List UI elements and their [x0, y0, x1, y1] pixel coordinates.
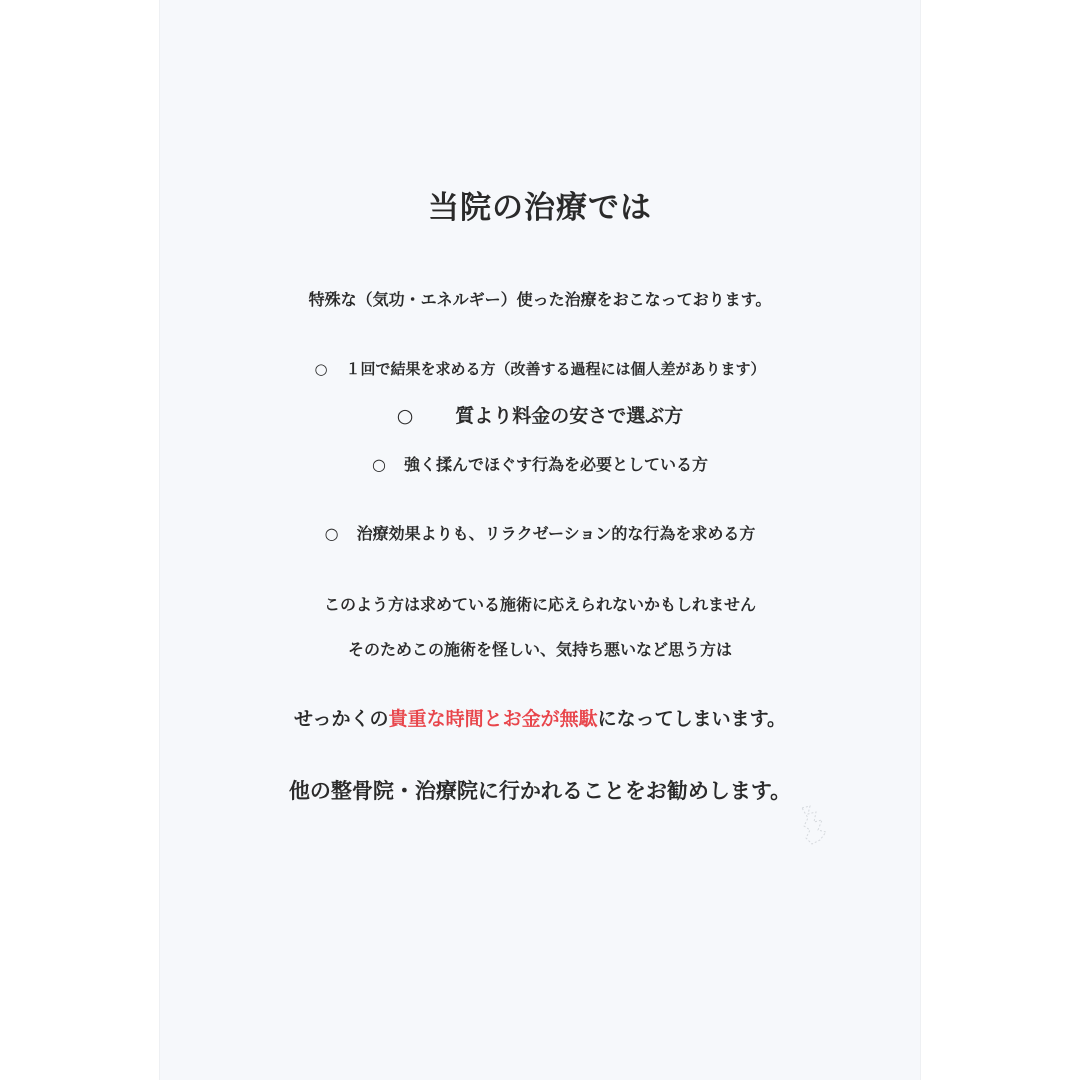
warning-before: せっかくの — [293, 708, 389, 730]
intro-text: 特殊な（気功・エネルギー）使った治療をおこなっております。 — [308, 290, 772, 309]
paragraph-2: そのためこの施術を怪しい、気持ち悪いなど思う方は — [347, 640, 732, 659]
bullet-item-3 — [160, 452, 920, 475]
warning-after: になってしまいます。 — [597, 708, 787, 730]
bullet-item-1 — [160, 358, 920, 379]
bullet-mark: ○ — [396, 405, 414, 427]
document-title: 当院の治療では — [428, 190, 652, 226]
warning-line — [160, 704, 920, 731]
bullet-text: 治療効果よりも、リラクゼーション的な行為を求める方 — [356, 524, 756, 543]
bullet-text: 質より料金の安さで選ぶ方 — [455, 405, 684, 427]
bullet-text: １回で結果を求める方（改善する過程には個人差があります） — [345, 360, 766, 378]
paragraph-1: このよう方は求めている施術に応えられないかもしれません — [323, 595, 756, 614]
bullet-mark: ○ — [324, 524, 339, 543]
warning-highlight: 貴重な時間とお金が無駄 — [388, 708, 598, 730]
bullet-item-2 — [160, 401, 920, 428]
bullet-mark: ○ — [372, 455, 386, 474]
closing-line: 他の整骨院・治療院に行かれることをお勧めします。 — [288, 779, 792, 803]
bullet-item-4 — [160, 521, 920, 544]
bullet-text: 強く揉んでほぐす行為を必要としている方 — [403, 455, 708, 474]
scan-smudge — [796, 800, 836, 852]
paper-sheet — [160, 0, 920, 1080]
bullet-mark: ○ — [314, 360, 328, 378]
